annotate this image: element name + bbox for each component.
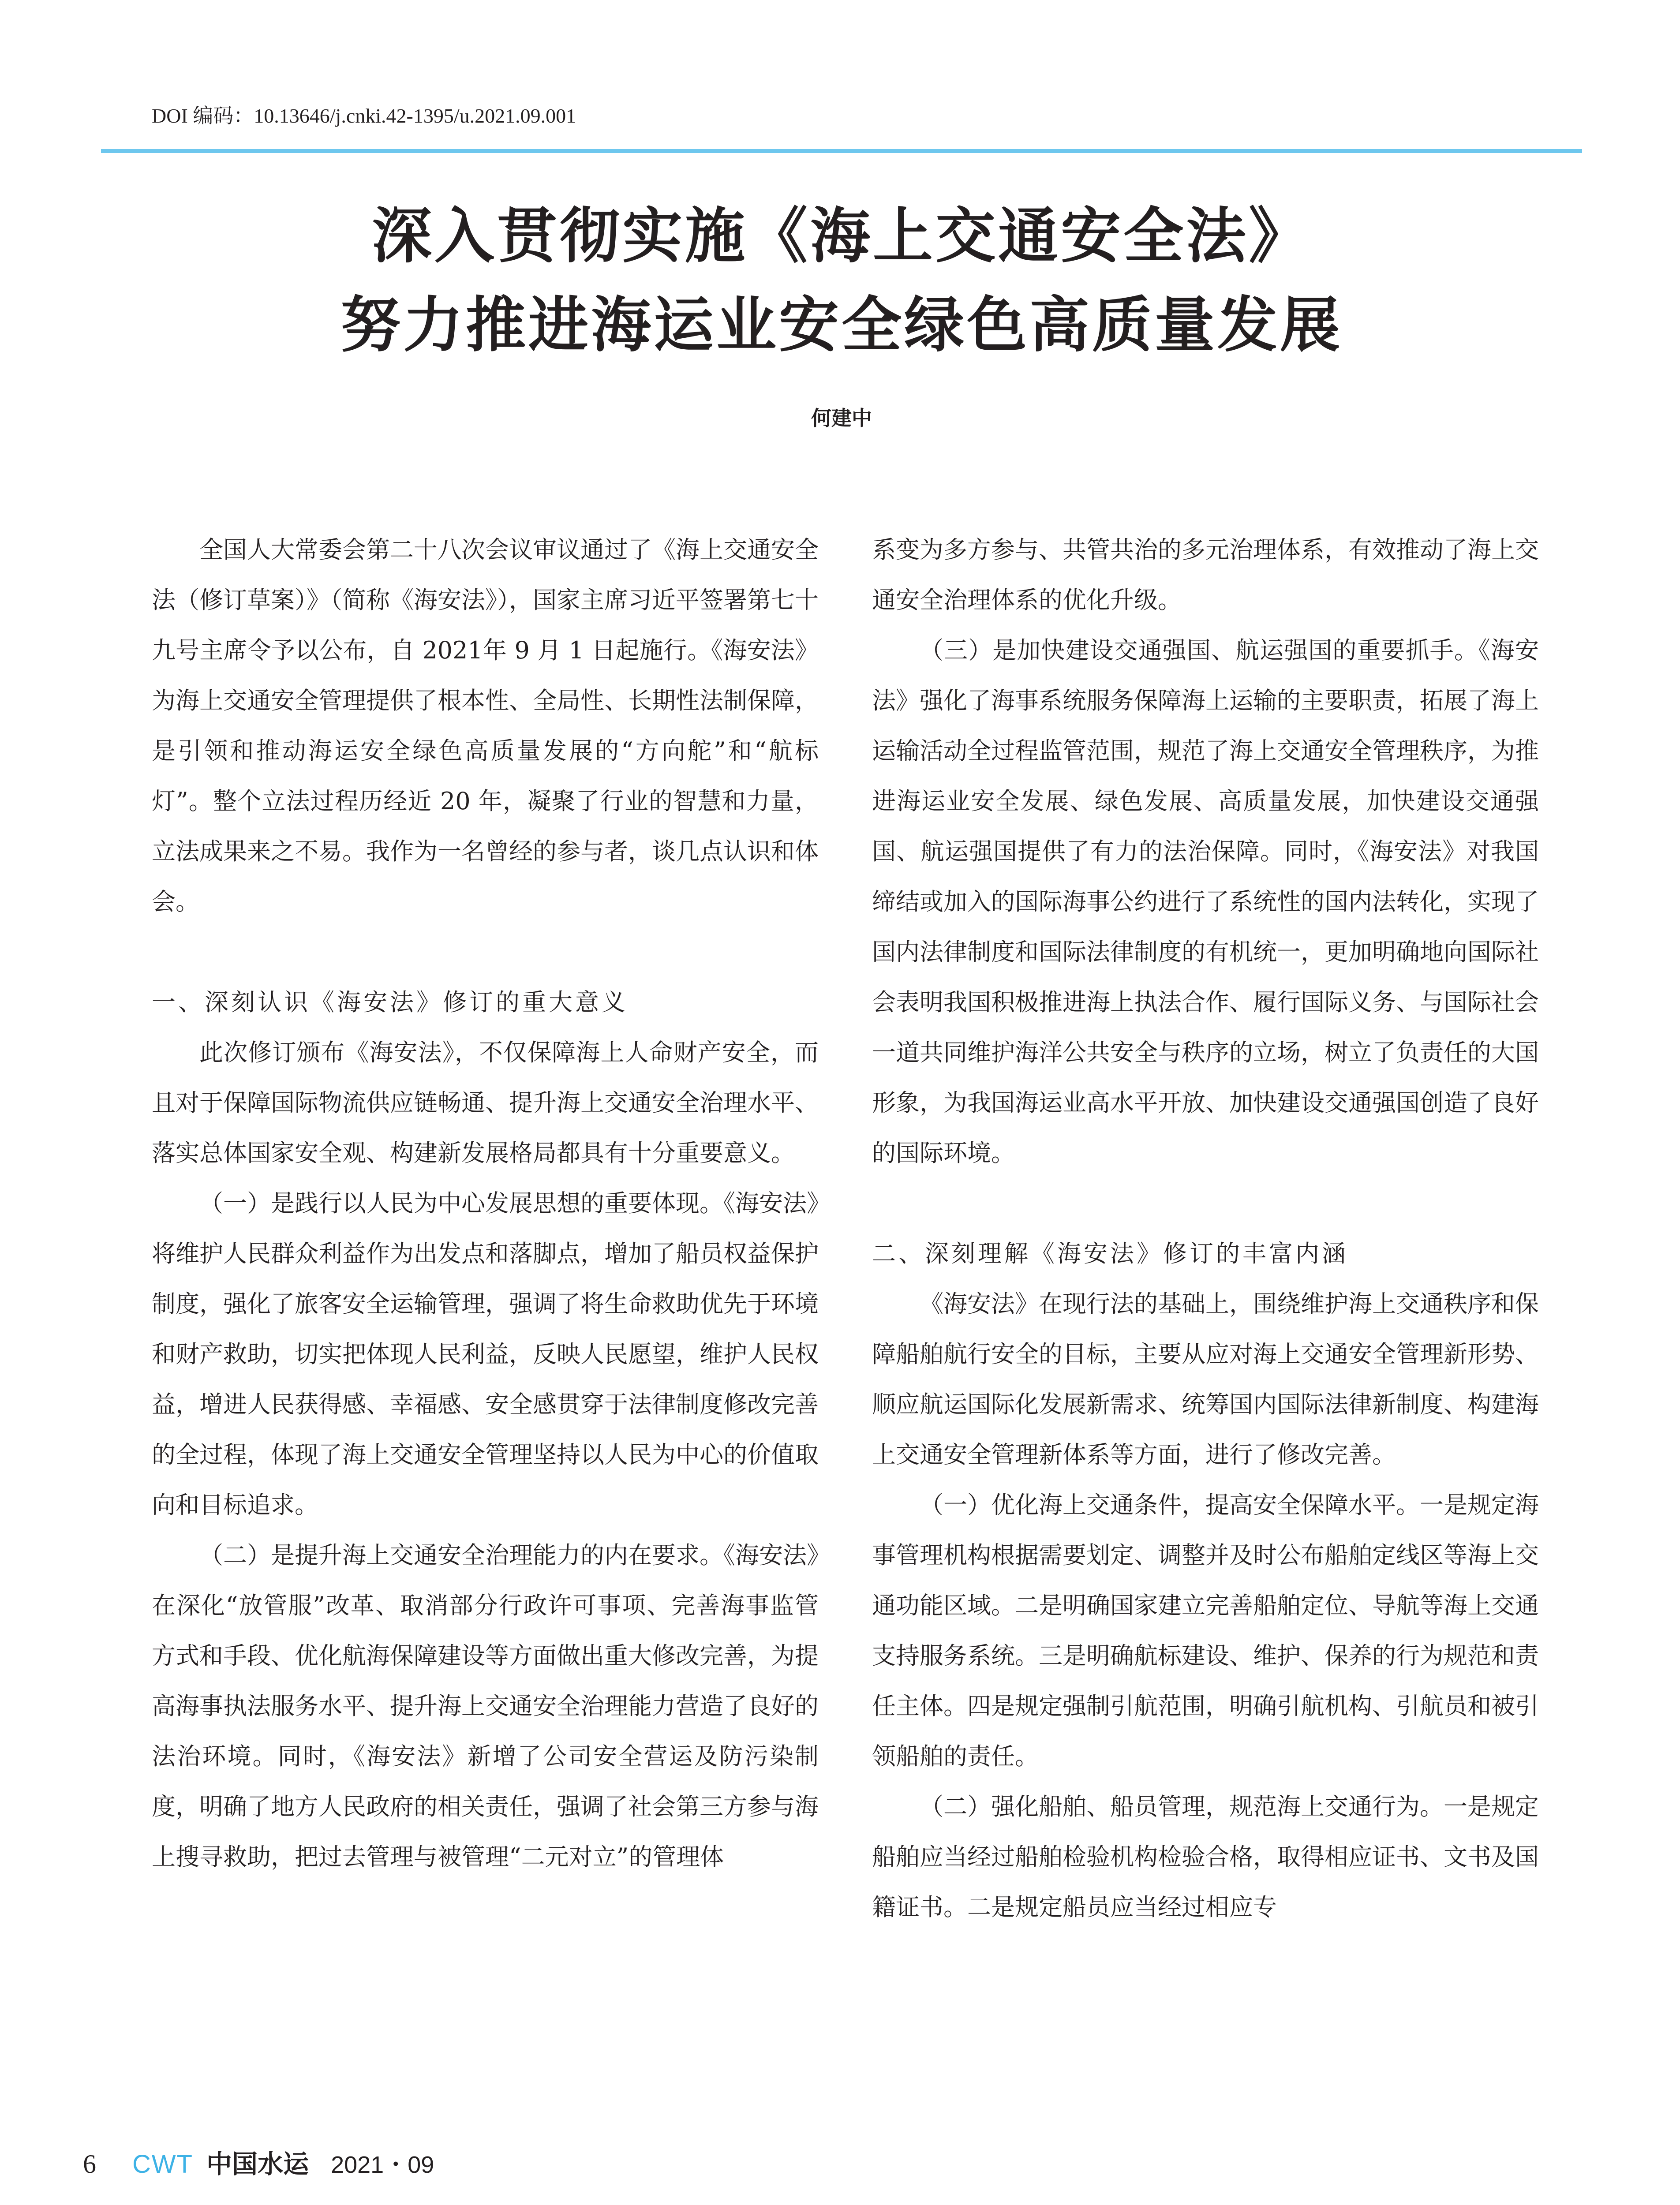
- paragraph: （一）是践行以人民为中心发展思想的重要体现。《海安法》将维护人民群众利益作为出发点和落脚点，增加了船员权益保护制度，强化了旅客安全运输管理，强调了将生命救助优先于环境和财产救助，切实把体现人民利益，反映人民愿望，维护人民权益，增进人民获得感、幸福感、安全感贯穿于法律制度修改完善的全过程，体现了海上交通安全管理坚持以人民为中心的价值取向和目标追求。: [152, 1189, 819, 1519]
- page-footer: [83, 2143, 434, 2183]
- spacer: [152, 927, 819, 977]
- header-rule: [101, 149, 1582, 153]
- spacer: [872, 1178, 1539, 1229]
- left-column: [152, 525, 819, 1882]
- paragraph: 《海安法》在现行法的基础上，围绕维护海上交通秩序和保障船舶航行安全的目标，主要从应对海上交通安全管理新形势、顺应航运国际化发展新需求、统筹国内国际法律新制度、构建海上交通安全管理新体系等方面，进行了修改完善。: [872, 1290, 1539, 1469]
- issue-number: 2021・09: [331, 2152, 434, 2178]
- paragraph: （一）优化海上交通条件，提高安全保障水平。一是规定海事管理机构根据需要划定、调整并及时公布船舶定线区等海上交通功能区域。二是明确国家建立完善船舶定位、导航等海上交通支持服务系统。三是明确航标建设、维护、保养的行为规范和责任主体。四是规定强制引航范围，明确引航机构、引航员和被引领船舶的责任。: [872, 1491, 1539, 1770]
- article-title-line-1: 深入贯彻实施《海上交通安全法》: [372, 201, 1311, 271]
- paragraph: （二）是提升海上交通安全治理能力的内在要求。《海安法》在深化“放管服”改革、取消部分行政许可事项、完善海事监管方式和手段、优化航海保障建设等方面做出重大修改完善，为提高海事执法服务水平、提升海上交通安全治理能力营造了良好的法治环境。同时，《海安法》新增了公司安全营运及防污染制度，明确了地方人民政府的相关责任，强调了社会第三方参与海上搜寻救助，把过去管理与被管理“二元对立”的管理体: [152, 1541, 819, 1871]
- section-heading-2: 二、深刻理解《海安法》修订的丰富内涵: [872, 1240, 1348, 1267]
- paragraph: （二）强化船舶、船员管理，规范海上交通行为。一是规定船舶应当经过船舶检验机构检验合格，取得相应证书、文书及国籍证书。二是规定船员应当经过相应专: [872, 1793, 1539, 1921]
- author-name: 何建中: [811, 406, 872, 430]
- paragraph: （三）是加快建设交通强国、航运强国的重要抓手。《海安法》强化了海事系统服务保障海上运输的主要职责，拓展了海上运输活动全过程监管范围，规范了海上交通安全管理秩序，为推进海运业安全发展、绿色发展、高质量发展，加快建设交通强国、航运强国提供了有力的法治保障。同时，《海安法》对我国缔结或加入的国际海事公约进行了系统性的国内法转化，实现了国内法律制度和国际法律制度的有机统一，更加明确地向国际社会表明我国积极推进海上执法合作、履行国际义务、与国际社会一道共同维护海洋公共安全与秩序的立场，树立了负责任的大国形象，为我国海运业高水平开放、加快建设交通强国创造了良好的国际环境。: [872, 636, 1539, 1167]
- paragraph: 全国人大常委会第二十八次会议审议通过了《海上交通安全法（修订草案）》（简称《海安法》），国家主席习近平签署第七十九号主席令予以公布，自 2021年 9 月 1 日起施行。《海安法》为海上交通安全管理提供了根本性、全局性、长期性法制保障，是引领和推动海运安全绿色高质量发展的“方向舵”和“航标灯”。整个立法过程历经近 20 年，凝聚了行业的智慧和力量，立法成果来之不易。我作为一名曾经的参与者，谈几点认识和体会。: [152, 536, 819, 916]
- doi-line: DOI 编码：10.13646/j.cnki.42-1395/u.2021.09.001: [152, 105, 576, 127]
- article-title-line-2: 努力推进海运业安全绿色高质量发展: [340, 290, 1343, 360]
- magazine-name: 中国水运: [206, 2149, 309, 2179]
- paragraph-continued: 系变为多方参与、共管共治的多元治理体系，有效推动了海上交通安全治理体系的优化升级。: [872, 536, 1539, 614]
- paragraph: 此次修订颁布《海安法》，不仅保障海上人命财产安全，而且对于保障国际物流供应链畅通、提升海上交通安全治理水平、落实总体国家安全观、构建新发展格局都具有十分重要意义。: [152, 1039, 819, 1167]
- section-heading-1: 一、深刻认识《海安法》修订的重大意义: [152, 988, 628, 1016]
- brand-logo-text: CWT: [132, 2150, 194, 2179]
- right-column: [872, 525, 1539, 1932]
- page-number: 6: [83, 2149, 96, 2179]
